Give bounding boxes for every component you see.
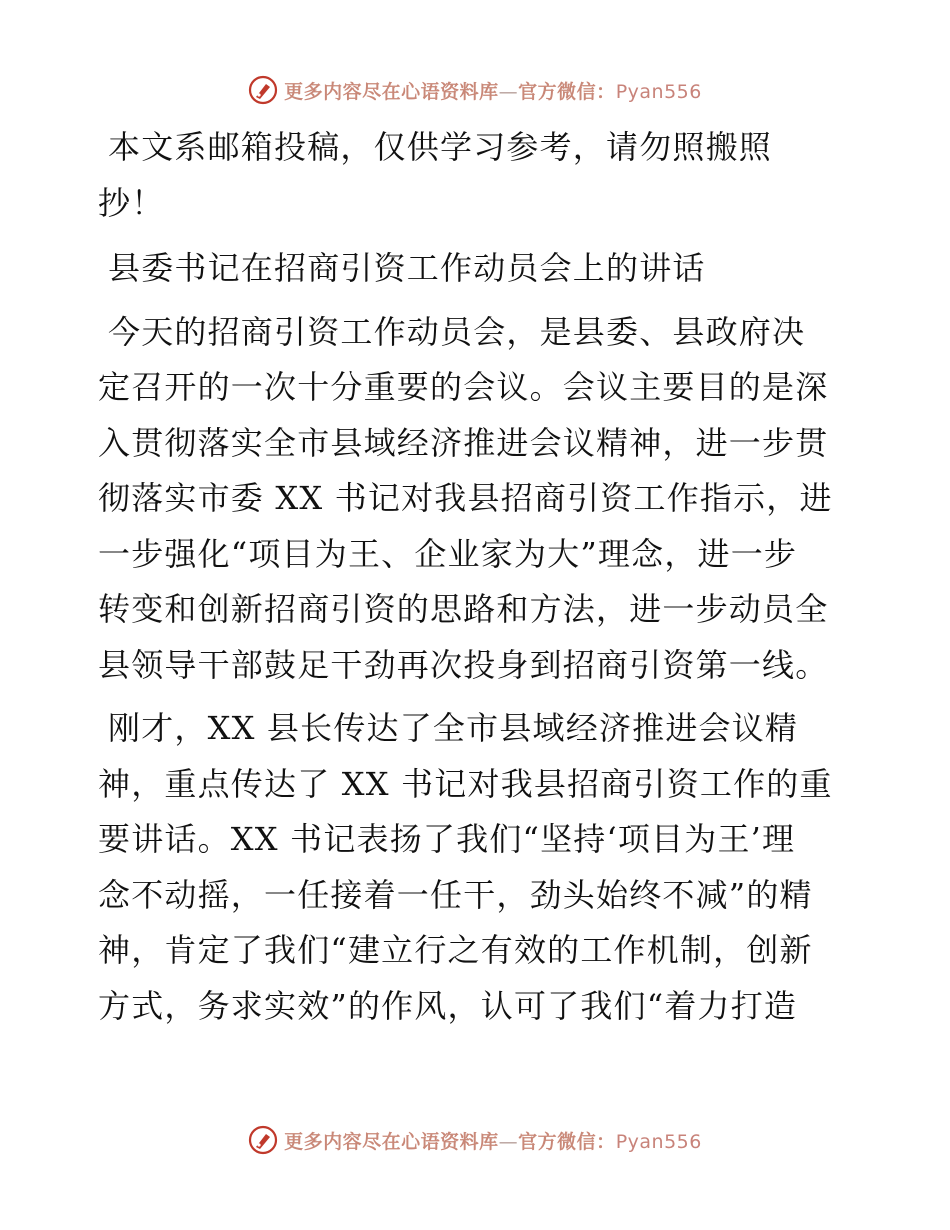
- paragraph-line: 定召开的一次十分重要的会议。会议主要目的是深: [98, 368, 829, 406]
- paragraph-line: 转变和创新招商引资的思路和方法，进一步动员全: [98, 590, 829, 628]
- notice-paragraph: [98, 120, 868, 231]
- watermark-separator: —: [498, 80, 519, 103]
- notice-line: 本文系邮箱投稿，仅供学习参考，请勿照搬照: [108, 128, 773, 166]
- header-watermark: [0, 72, 950, 108]
- document-title: [98, 241, 868, 297]
- document-body: [98, 120, 868, 1034]
- pen-nib-logo-icon: [248, 1125, 278, 1155]
- watermark-text: [284, 77, 702, 104]
- title-line: 县委书记在招商引资工作动员会上的讲话: [108, 249, 706, 287]
- watermark-text: [284, 1127, 702, 1154]
- watermark-wechat-id: Pyan556: [615, 1130, 702, 1153]
- body-paragraph-1: [98, 305, 868, 694]
- watermark-wechat-label: 官方微信：: [518, 1130, 616, 1153]
- paragraph-line: 方式，务求实效”的作风，认可了我们“着力打造: [98, 986, 798, 1025]
- paragraph-line: 神，重点传达了 XX 书记对我县招商引资工作的重: [98, 764, 833, 803]
- paragraph-line: 彻落实市委 XX 书记对我县招商引资工作指示，进: [98, 479, 833, 517]
- paragraph-line: 一步强化“项目为王、企业家为大”理念，进一步: [98, 534, 798, 573]
- watermark-wechat-id: Pyan556: [615, 80, 702, 103]
- pen-nib-logo-icon: [248, 75, 278, 105]
- paragraph-line: 神，肯定了我们“建立行之有效的工作机制，创新: [98, 931, 813, 969]
- watermark-brand: 更多内容尽在心语资料库: [284, 80, 499, 103]
- watermark-wechat-label: 官方微信：: [518, 80, 616, 103]
- watermark-separator: —: [498, 1130, 519, 1153]
- paragraph-line: 入贯彻落实全市县域经济推进会议精神，进一步贯: [98, 423, 829, 462]
- watermark-brand: 更多内容尽在心语资料库: [284, 1130, 499, 1153]
- footer-watermark: [0, 1122, 950, 1158]
- paragraph-line: 今天的招商引资工作动员会，是县委、县政府决: [108, 312, 806, 351]
- body-paragraph-2: [98, 701, 868, 1034]
- paragraph-line: 刚才，XX 县长传达了全市县域经济推进会议精: [108, 709, 799, 747]
- paragraph-line: 县领导干部鼓足干劲再次投身到招商引资第一线。: [98, 645, 829, 684]
- paragraph-line: 要讲话。XX 书记表扬了我们“坚持‘项目为王’理: [98, 820, 796, 858]
- paragraph-line: 念不动摇，一任接着一任干，劲头始终不减”的精: [98, 875, 813, 914]
- notice-line: 抄！: [98, 183, 165, 222]
